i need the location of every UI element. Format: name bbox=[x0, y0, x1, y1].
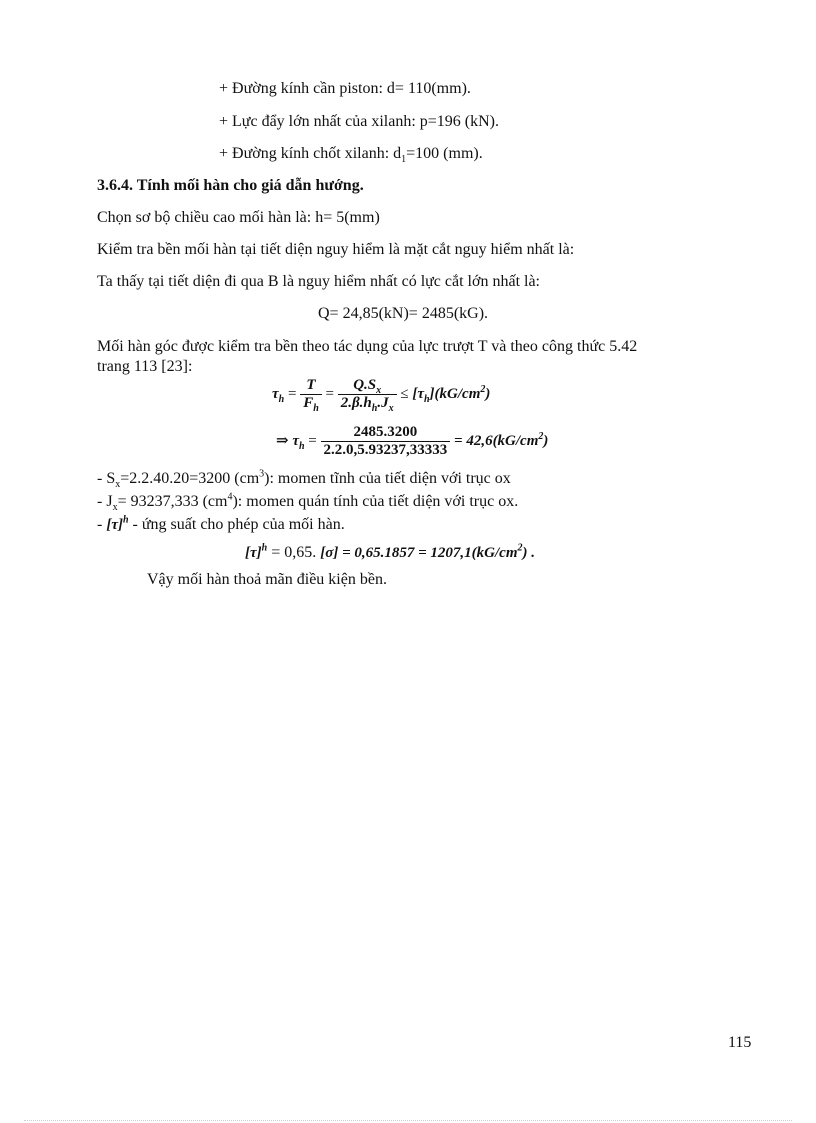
paragraph-fillet-weld-1: Mối hàn góc được kiểm tra bền theo tác dụng của lực trượt T và theo công thức 5.42 bbox=[97, 338, 638, 355]
spec-rod-diameter: + Đường kính cần piston: d= 110(mm). bbox=[219, 80, 471, 97]
formula-allowable-stress: $[\tau]^h = 0,65$. $[\sigma] = 0,65.1857 = 1207,1(kG/cm^2)$ . bbox=[245, 542, 535, 561]
note-static-moment: - $S_x=2.2.40.20=3200$ $(cm^3)$: momen tĩnh của tiết diện với trục ox bbox=[97, 468, 511, 491]
spec-pin-diameter: + Đường kính chốt xilanh: $d_1=100$ (mm). bbox=[219, 145, 483, 166]
section-heading: 3.6.4. Tính mối hàn cho giá dẫn hướng. bbox=[97, 177, 364, 194]
page-number: 115 bbox=[728, 1034, 752, 1051]
spec-max-force: + Lực đẩy lớn nhất của xilanh: p=196 (kN). bbox=[219, 113, 499, 130]
conclusion: Vậy mối hàn thoả mãn điều kiện bền. bbox=[147, 571, 387, 588]
note-moment-of-inertia: - $J_x= 93237,333$ $(cm^4)$: momen quán tính của tiết diện với trục ox. bbox=[97, 491, 519, 514]
paragraph-check-strength: Kiểm tra bền mối hàn tại tiết diện nguy hiểm là mặt cắt nguy hiểm nhất là: bbox=[97, 241, 575, 258]
paragraph-weld-height: Chọn sơ bộ chiều cao mối hàn là: h= 5(mm) bbox=[97, 209, 380, 226]
formula-shear-stress-result: ⇒ $\tau_h$ = $\frac{2485.3200}{2.2.0,5.93237,33333}$ = $42,6(kG/cm^2)$ bbox=[276, 424, 549, 459]
paragraph-section-b: Ta thấy tại tiết diện đi qua B là nguy hiểm nhất có lực cắt lớn nhất là: bbox=[97, 273, 540, 290]
note-allowable-stress: - $[\tau]^h$ - ứng suất cho phép của mối hàn. bbox=[97, 514, 345, 533]
shear-force-value: Q= 24,85(kN)= 2485(kG). bbox=[318, 305, 489, 322]
page-bottom-divider bbox=[24, 1120, 792, 1121]
paragraph-fillet-weld-2: trang 113 [23]: bbox=[97, 358, 193, 375]
formula-shear-stress: $\tau_h$ = $\frac{T}{F_h}$ = $\frac{Q.S_x}{2.\beta.h_h.J_x}$ ≤ $[\tau_h](kG/cm^2)$ bbox=[272, 377, 491, 415]
